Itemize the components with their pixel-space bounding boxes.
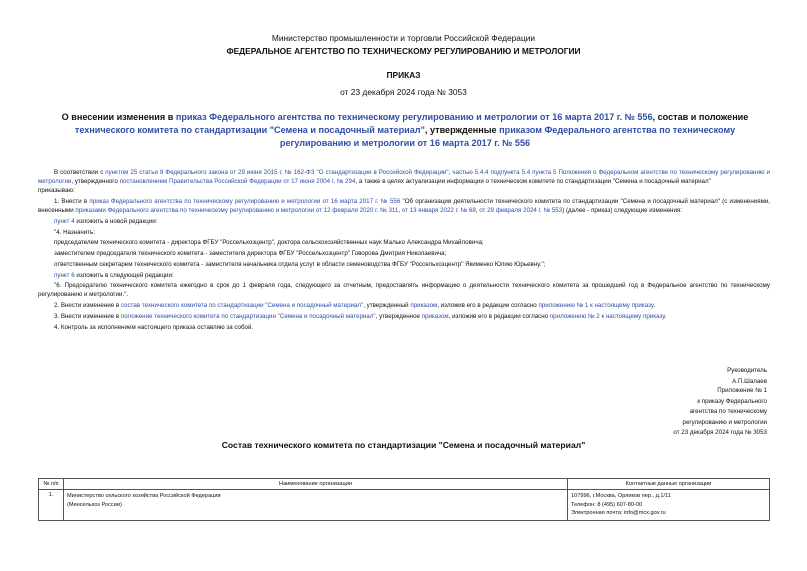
document-type: ПРИКАЗ: [386, 70, 421, 80]
composition-table: [38, 478, 770, 521]
quote-4-chairman: председателем технического комитета - директора ФГБУ "Россельхозцентр", доктора сельскохозяйственных наук Малько Александра Михайловича;: [54, 239, 484, 247]
appendix-block: [627, 386, 767, 439]
table-row: [39, 490, 770, 521]
quote-4-heading: "4. Назначить:: [54, 228, 95, 236]
item-1: [38, 197, 770, 215]
contact-email: Электронная почта: info@mcx.gov.ru: [571, 510, 666, 516]
item-3: [38, 312, 770, 321]
agency-name: ФЕДЕРАЛЬНОЕ АГЕНТСТВО ПО ТЕХНИЧЕСКОМУ РЕГУЛИРОВАНИЮ И МЕТРОЛОГИИ: [226, 46, 581, 56]
appendix-line: регулированию и метрологии: [682, 418, 767, 426]
item-4: 4. Контроль за исполнением настоящего приказа оставляю за собой.: [54, 323, 254, 331]
link-order-311[interactable]: приказами Федерального агентства по техническому регулированию и метрологии от 12 февраля 2020 г. № 311: [75, 207, 399, 215]
quote-6: "6. Председателю технического комитета ежегодно в срок до 1 февраля года, следующего за отчетным, предоставлять информацию о деятельности технического комитета за прошедший год в Федеральное агентство по техническому регулированию и метрологии.".: [38, 282, 770, 299]
document-body: [38, 168, 770, 332]
link-committee-regulation[interactable]: положение технического комитета по стандартизации "Семена и посадочный материал": [120, 312, 376, 320]
preamble-text: , утвержденного: [71, 178, 120, 186]
org-short-name: (Минсельхоз России): [67, 501, 122, 508]
preamble: [38, 168, 770, 186]
title-text: , утвержденные: [424, 125, 500, 135]
cell-organization: [64, 490, 568, 521]
org-name: Министерство сельского хозяйства Российской Федерации: [67, 493, 221, 499]
appendix-line: агентства по техническому: [689, 408, 767, 416]
item-text: 1. Внести в: [54, 198, 90, 206]
item-text: 3. Внести изменение в: [54, 312, 121, 320]
cell-number: 1.: [39, 490, 64, 521]
instruction-text: изложить в следующей редакции:: [74, 271, 174, 279]
item-text: ,: [398, 207, 402, 215]
point-6-instruction: [38, 271, 770, 280]
contact-address: 107996, г.Москва, Орликов пер., д.1/11: [571, 493, 671, 499]
signatory-name: А.П.Шалаев: [732, 377, 767, 385]
item-text: "Об организации деятельности технического комитета по стандартизации "Семена и посадочный материал" (с изменениями, внесенными: [38, 198, 770, 215]
item-text: , утвержденное: [375, 312, 422, 320]
item-text: .: [664, 312, 667, 320]
preamble-text: ,: [448, 169, 453, 176]
signature-block: [727, 366, 767, 387]
item-text: ) (далее - приказ) следующие изменения:: [562, 207, 683, 215]
table-header-row: [39, 479, 770, 490]
document-date-number: от 23 декабря 2024 года № 3053: [340, 87, 467, 97]
item-text: 2. Внести изменение в: [54, 302, 121, 310]
order-word: приказываю:: [38, 187, 75, 195]
title-text: О внесении изменения в: [61, 112, 176, 122]
link-point-4[interactable]: пункт 4: [54, 218, 75, 226]
item-text: ,: [475, 207, 480, 215]
appendix-line: Приложение № 1: [717, 387, 767, 394]
signatory-role: Руководитель: [727, 367, 767, 374]
link-regulation-part[interactable]: частью 5.4.4 подпункта 5.4 пункта 5 Положения о Федеральном агентстве по техническому регулированию и метрологии: [38, 169, 770, 186]
item-text: , изложив его в редакции согласно: [437, 302, 539, 310]
quote-4-deputy: заместителем председателя технического комитета - заместителя директора ФГБУ "Россельхозцентр" Говорова Дмитрия Николаевича;: [54, 250, 447, 258]
preamble-text: , а также в целях актуализации информации о техническом комитете по стандартизации "Семена и посадочный материал": [355, 178, 711, 186]
title-link-order-556-approved[interactable]: приказом Федерального агентства по техническому регулированию и метрологии от 16 марта 2017 г. № 556: [279, 125, 736, 148]
point-4-instruction: [38, 217, 770, 226]
link-committee-composition[interactable]: состав технического комитета по стандартизации "Семена и посадочный материал": [120, 302, 364, 310]
appendix-line: к приказу Федерального: [697, 397, 767, 405]
contact-phone: Телефон: 8 (495) 607-80-00: [571, 501, 643, 508]
link-order[interactable]: приказом: [421, 312, 449, 320]
title-text: , состав и положение: [652, 112, 749, 122]
appendix-line: от 23 декабря 2024 года № 3053: [673, 429, 767, 437]
item-text: , изложив его в редакции согласно: [448, 312, 550, 320]
link-appendix-1[interactable]: приложению № 1 к настоящему приказу: [538, 302, 654, 310]
link-order-556[interactable]: приказ Федерального агентства по техническому регулированию и метрологии от 16 марта 2017 г. № 556: [89, 198, 401, 206]
preamble-text: В соответствии с: [54, 169, 106, 176]
document-title: [60, 111, 750, 150]
header-contacts: Контактные данные организации: [568, 479, 770, 490]
header-organization: Наименование организации: [64, 479, 568, 490]
item-2: [38, 301, 770, 310]
cell-contacts: [568, 490, 770, 521]
link-order-68[interactable]: от 13 января 2022 г. № 68: [401, 207, 476, 215]
title-link-order-556[interactable]: приказ Федерального агентства по техническому регулированию и метрологии от 16 марта 2017 г. № 556: [175, 112, 653, 122]
quote-4-secretary: ответственным секретарем технического комитета - заместителя начальника отдела услуг в области семеноводства ФГБУ "Россельхозцентр" Якименко Юлию Юрьевну.";: [54, 260, 546, 268]
link-law-162[interactable]: пунктом 25 статьи 9 Федерального закона от 29 июня 2015 г. № 162-ФЗ "О стандартизации в Российской Федерации": [105, 169, 449, 176]
ministry-name: Министерство промышленности и торговли Российской Федерации: [271, 33, 536, 43]
item-text: .: [653, 302, 656, 310]
link-decree-294[interactable]: постановлением Правительства Российской Федерации от 17 июня 2004 г. № 294: [119, 178, 356, 186]
link-point-6[interactable]: пункт 6: [54, 271, 75, 279]
header-number: № п/п: [39, 479, 64, 490]
link-order[interactable]: приказом: [410, 302, 438, 310]
item-text: , утвержденный: [363, 302, 411, 310]
link-appendix-2[interactable]: приложению № 2 к настоящему приказу: [549, 312, 665, 320]
link-order-553[interactable]: от 29 февраля 2024 г. № 553: [479, 207, 563, 215]
instruction-text: изложить в новой редакции:: [74, 218, 158, 226]
title-link-committee[interactable]: технического комитета по стандартизации "Семена и посадочный материал": [74, 125, 425, 135]
composition-title: Состав технического комитета по стандартизации "Семена и посадочный материал": [221, 440, 586, 450]
